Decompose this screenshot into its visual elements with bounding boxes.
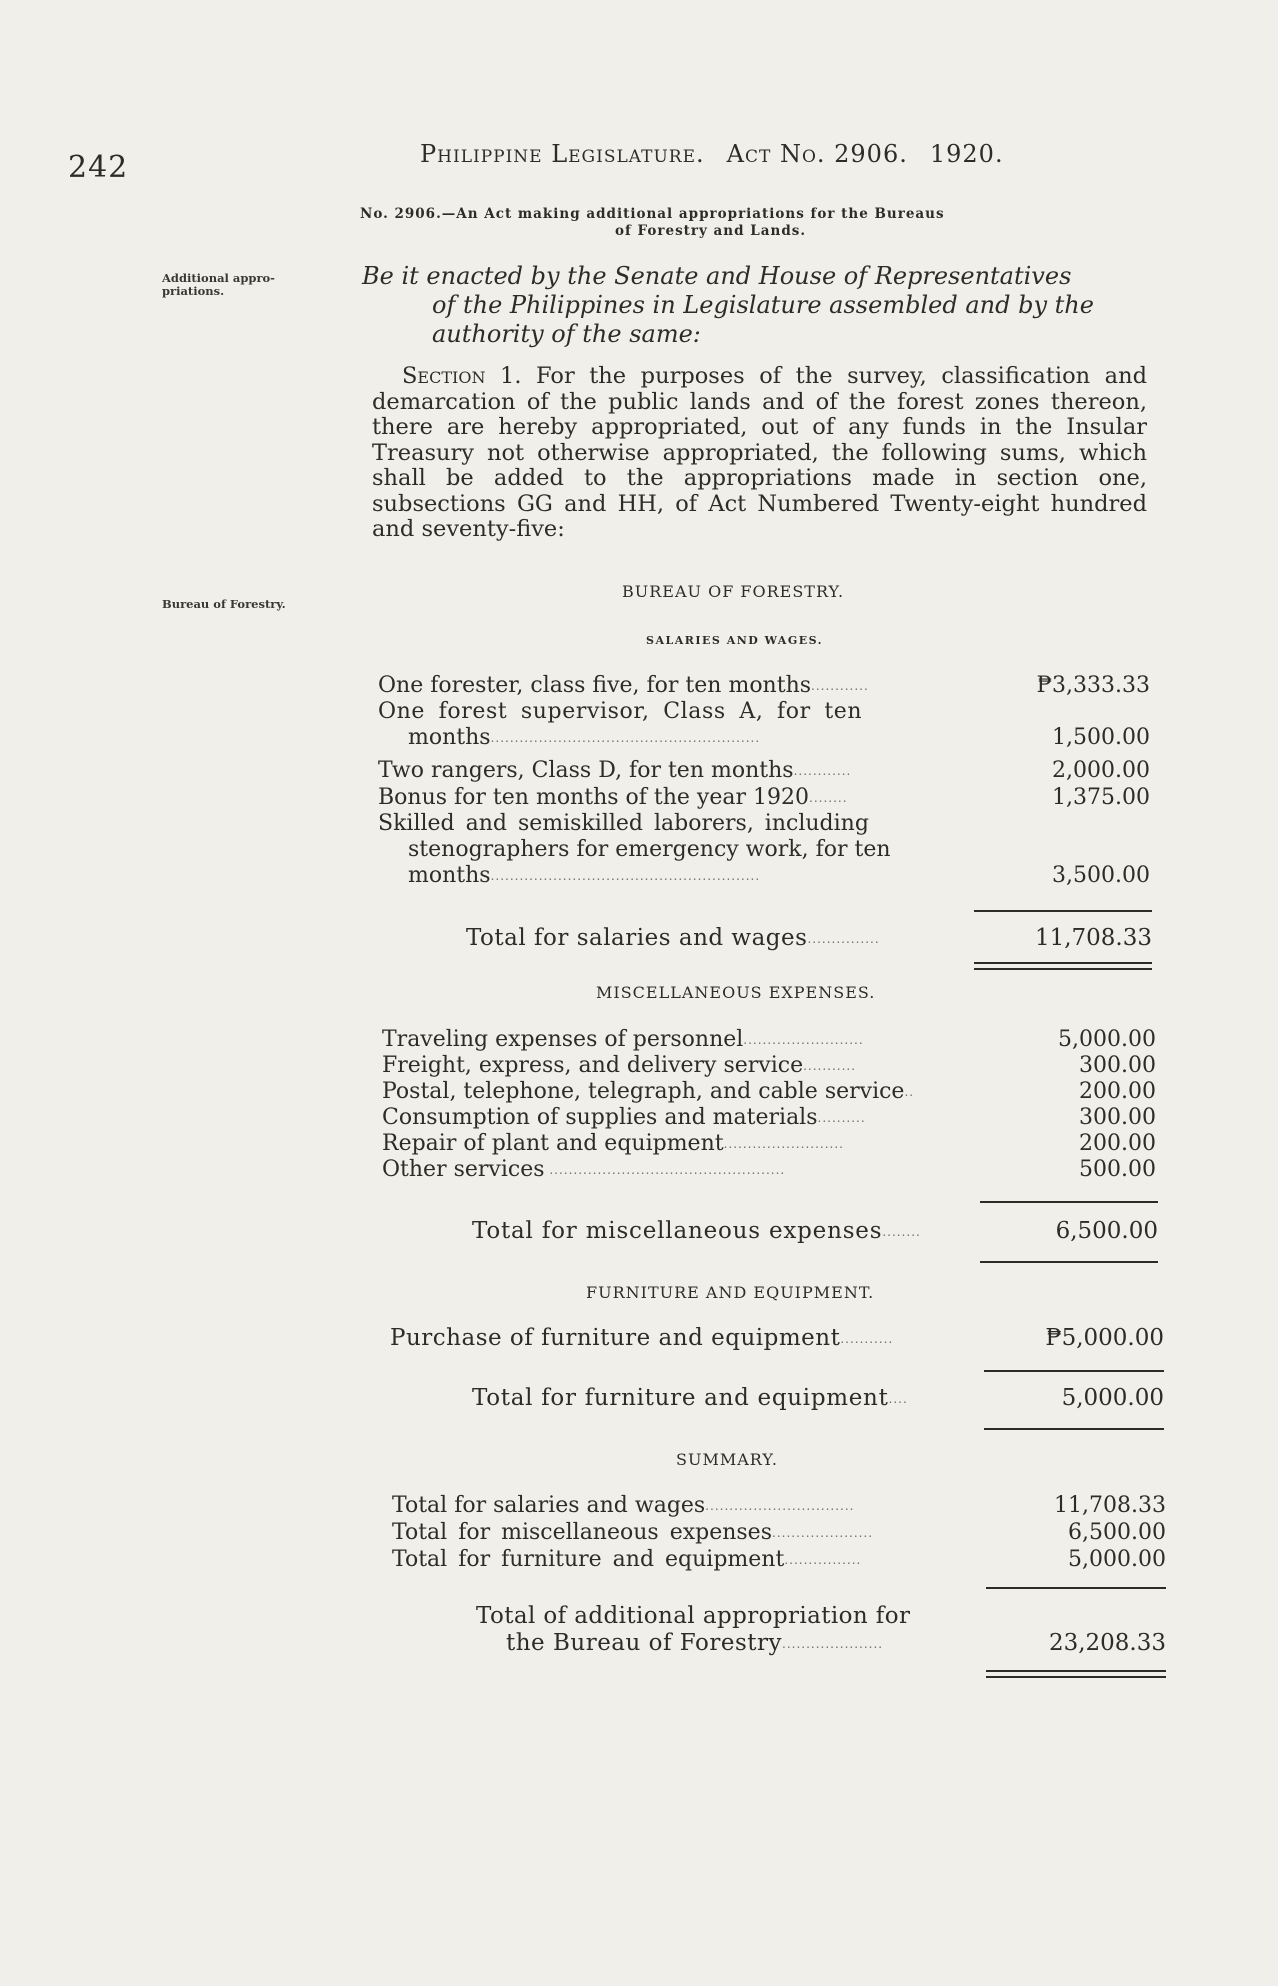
section-1-paragraph: [372, 364, 1147, 543]
enacting-line2: of the Philippines in Legislature assembled and by the: [432, 291, 1094, 319]
summary-label: Total for furniture and equipment: [392, 1547, 785, 1572]
running-head-title: Philippine Legislature.: [420, 140, 705, 168]
misc-label: Other services: [382, 1157, 545, 1182]
summary-amount: 5,000.00: [1068, 1547, 1166, 1572]
salary-row: Skilled and semiskilled laborers, including: [378, 811, 869, 836]
salary-label: months: [408, 863, 491, 888]
enacting-line1: Be it enacted by the Senate and House of Representatives: [362, 262, 1072, 290]
misc-label: Repair of plant and equipment: [382, 1131, 724, 1156]
double-rule-top: [974, 962, 1152, 964]
salaries-total-amount: 11,708.33: [1034, 925, 1152, 951]
furniture-total-row: Total for furniture and equipment....: [472, 1385, 908, 1411]
salary-label: One forester, class five, for ten months: [378, 673, 812, 698]
misc-heading: MISCELLANEOUS EXPENSES.: [596, 983, 876, 1002]
summary-heading: SUMMARY.: [676, 1450, 778, 1469]
subtotal-rule: [980, 1201, 1158, 1203]
misc-label: Freight, express, and delivery service: [382, 1053, 804, 1078]
misc-amount: 500.00: [1079, 1157, 1156, 1182]
misc-row: Other services .................................................: [382, 1157, 786, 1182]
misc-row: Traveling expenses of personnel.........................: [382, 1027, 864, 1052]
misc-label: Traveling expenses of personnel: [382, 1027, 744, 1052]
misc-row: Consumption of supplies and materials..........: [382, 1105, 866, 1130]
salaries-total-row: Total for salaries and wages...............: [466, 925, 880, 951]
summary-row: Total for miscellaneous expenses.....................: [392, 1520, 874, 1545]
summary-amount: 11,708.33: [1054, 1493, 1166, 1518]
subtotal-rule: [984, 1428, 1164, 1430]
running-head-year: 1920.: [929, 140, 1004, 168]
double-rule-bottom: [974, 968, 1152, 970]
enacting-line3: authority of the same:: [432, 320, 701, 348]
subtotal-rule: [984, 1370, 1164, 1372]
misc-amount: 300.00: [1079, 1053, 1156, 1078]
running-head-act: Act No. 2906.: [726, 140, 908, 168]
grand-total-amount: 23,208.33: [1048, 1630, 1166, 1656]
salary-amount: 2,000.00: [1052, 758, 1150, 783]
double-rule-top: [986, 1670, 1166, 1672]
misc-total-amount: 6,500.00: [1055, 1218, 1158, 1244]
salaries-total-label: Total for salaries and wages: [466, 925, 808, 951]
subtotal-rule: [974, 910, 1152, 912]
salary-label: Two rangers, Class D, for ten months: [378, 758, 794, 783]
act-title-line1: No. 2906.—An Act making additional appropriations for the Bureaus: [360, 206, 945, 222]
misc-label: Consumption of supplies and materials: [382, 1105, 818, 1130]
salary-row: One forest supervisor, Class A, for ten: [378, 699, 863, 724]
misc-row: Repair of plant and equipment.........................: [382, 1131, 844, 1156]
summary-amount: 6,500.00: [1068, 1520, 1166, 1545]
summary-row: Total for furniture and equipment................: [392, 1547, 862, 1572]
misc-row: Postal, telephone, telegraph, and cable service..: [382, 1079, 915, 1104]
salary-amount: 1,500.00: [1052, 725, 1150, 750]
furniture-amount: ₱5,000.00: [1045, 1325, 1164, 1351]
misc-total-row: Total for miscellaneous expenses........: [472, 1218, 921, 1244]
salaries-heading: SALARIES AND WAGES.: [646, 634, 823, 647]
salary-row: Two rangers, Class D, for ten months............: [378, 758, 852, 783]
salary-amount: 1,375.00: [1052, 785, 1150, 810]
salary-row-cont: months........................................................: [408, 863, 761, 888]
summary-label: Total for miscellaneous expenses: [392, 1520, 772, 1545]
subtotal-rule: [986, 1587, 1166, 1589]
misc-amount: 200.00: [1079, 1079, 1156, 1104]
misc-amount: 200.00: [1079, 1131, 1156, 1156]
salary-label: Bonus for ten months of the year 1920: [378, 785, 809, 810]
section-text: For the purposes of the survey, classification and demarcation of the public lands and of the forest zones thereon, there are hereby appropriated, out of any funds in the Insular Treasury not otherwise appropriated, the following sums, which shall be added to the appropriations made in section one, subsections GG and HH, of Act Numbered Twenty-eight hundred and seventy-five:: [372, 363, 1147, 542]
act-title-line2: of Forestry and Lands.: [615, 223, 807, 239]
salary-row: One forester, class five, for ten months............: [378, 673, 869, 698]
subtotal-rule: [980, 1261, 1158, 1263]
bureau-heading: BUREAU OF FORESTRY.: [622, 582, 845, 601]
misc-amount: 5,000.00: [1058, 1027, 1156, 1052]
summary-row: Total for salaries and wages...............................: [392, 1493, 855, 1518]
misc-label: Postal, telephone, telegraph, and cable service: [382, 1079, 905, 1104]
running-head: [420, 140, 1004, 168]
section-label: Section 1.: [402, 363, 522, 389]
furniture-row: Purchase of furniture and equipment...........: [390, 1325, 894, 1351]
summary-label: Total for salaries and wages: [392, 1493, 706, 1518]
furniture-total-amount: 5,000.00: [1061, 1385, 1164, 1411]
salary-amount: ₱3,333.33: [1036, 673, 1150, 698]
margin-note-additional: [162, 272, 372, 298]
salary-label: months: [408, 725, 491, 750]
grand-total-line2: the Bureau of Forestry.....................: [506, 1630, 884, 1656]
margin-note-line1: Additional appro-: [162, 271, 275, 285]
furniture-total-label: Total for furniture and equipment: [472, 1385, 889, 1411]
enacting-clause: [362, 262, 1142, 349]
grand-total-line1: Total of additional appropriation for: [476, 1603, 911, 1629]
page-number: 242: [68, 150, 129, 185]
misc-row: Freight, express, and delivery service...........: [382, 1053, 857, 1078]
grand-total-label: the Bureau of Forestry: [506, 1630, 782, 1656]
act-title: [360, 206, 1140, 240]
furniture-heading: FURNITURE AND EQUIPMENT.: [586, 1283, 875, 1302]
misc-amount: 300.00: [1079, 1105, 1156, 1130]
salary-row: Bonus for ten months of the year 1920........: [378, 785, 848, 810]
salary-row-cont: stenographers for emergency work, for ten: [408, 837, 891, 862]
salary-row-cont: months........................................................: [408, 725, 761, 750]
salary-amount: 3,500.00: [1052, 863, 1150, 888]
margin-note-bureau: Bureau of Forestry.: [162, 597, 286, 611]
furniture-label: Purchase of furniture and equipment: [390, 1325, 841, 1351]
margin-note-line2: priations.: [162, 284, 225, 298]
double-rule-bottom: [986, 1676, 1166, 1678]
misc-total-label: Total for miscellaneous expenses: [472, 1218, 883, 1244]
